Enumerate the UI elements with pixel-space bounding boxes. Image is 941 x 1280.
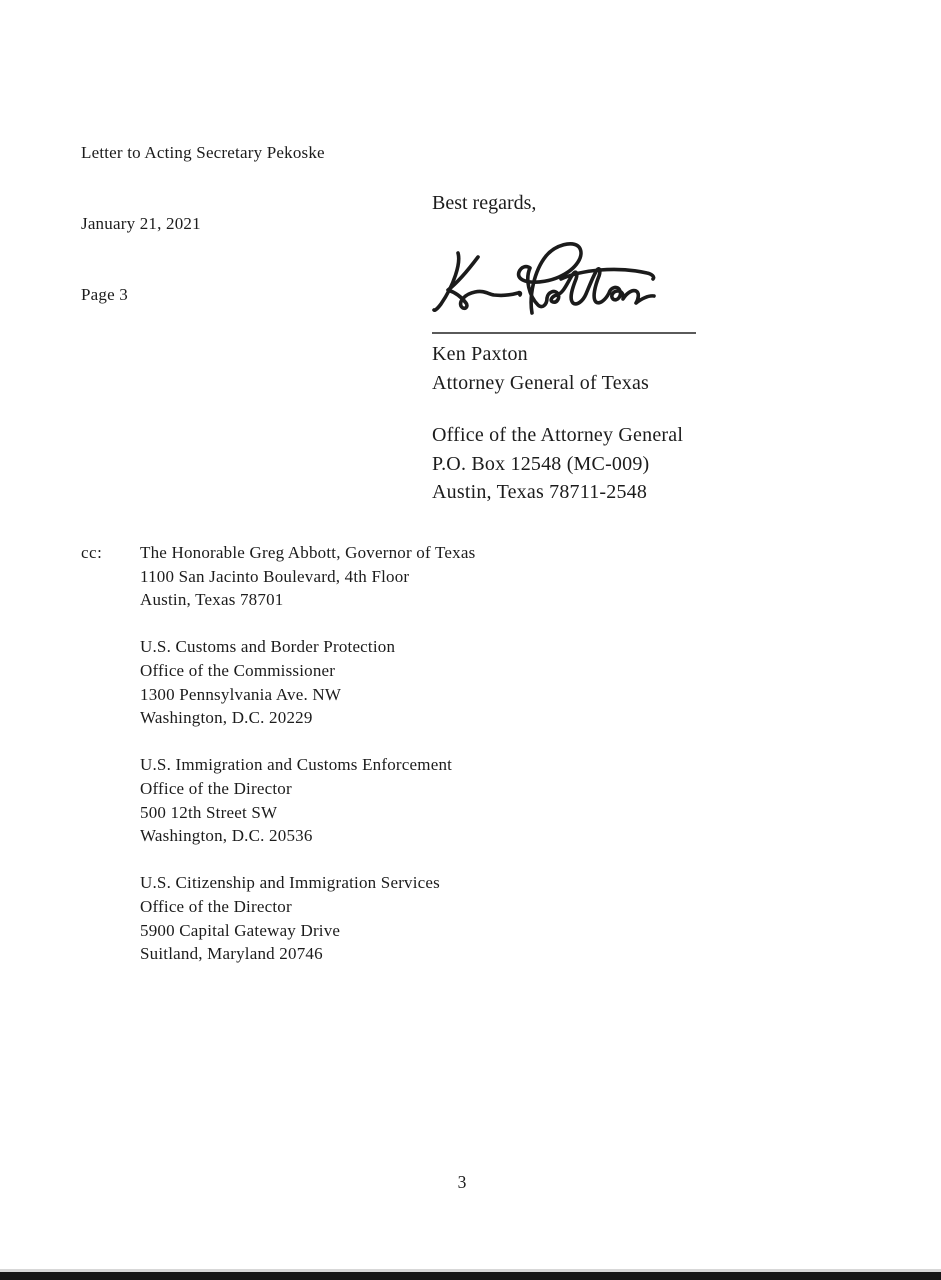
cc-line: U.S. Customs and Border Protection xyxy=(140,637,396,657)
cc-recipient-uscis xyxy=(140,871,475,965)
signature-line xyxy=(432,332,696,334)
header-date-line: January 21, 2021 xyxy=(81,213,201,233)
signer-title: Attorney General of Texas xyxy=(432,371,650,394)
page-number: 3 xyxy=(457,1172,467,1192)
cc-line: Office of the Director xyxy=(140,778,292,798)
signer-name: Ken Paxton xyxy=(432,343,528,365)
cc-line: 500 12th Street SW xyxy=(140,802,278,822)
closing-salutation: Best regards, xyxy=(432,192,537,214)
header-page-line: Page 3 xyxy=(81,284,128,304)
office-address-block xyxy=(432,421,683,507)
cc-line: 1100 San Jacinto Boulevard, 4th Floor xyxy=(140,566,410,586)
cc-line: Office of the Commissioner xyxy=(140,660,336,680)
cc-line: Austin, Texas 78701 xyxy=(140,590,284,610)
cc-line: U.S. Citizenship and Immigration Services xyxy=(140,873,440,893)
cc-line: The Honorable Greg Abbott, Governor of Texas xyxy=(140,543,476,562)
office-line: Austin, Texas 78711-2548 xyxy=(432,481,648,503)
letter-header xyxy=(81,94,325,354)
cc-recipient-governor xyxy=(140,541,475,612)
office-line: Office of the Attorney General xyxy=(432,424,684,446)
cc-line: Office of the Director xyxy=(140,896,292,916)
cc-line: 1300 Pennsylvania Ave. NW xyxy=(140,684,342,704)
cc-line: U.S. Immigration and Customs Enforcement xyxy=(140,755,453,775)
cc-line: 5900 Capital Gateway Drive xyxy=(140,920,341,940)
office-line: P.O. Box 12548 (MC-009) xyxy=(432,452,650,475)
cc-recipient-ice xyxy=(140,753,475,847)
cc-line: Suitland, Maryland 20746 xyxy=(140,944,323,964)
cc-recipient-cbp xyxy=(140,635,475,729)
signer-block xyxy=(432,340,649,397)
cc-label: cc: xyxy=(81,543,103,562)
viewer-bottom-bar xyxy=(0,1269,941,1280)
header-recipient-line: Letter to Acting Secretary Pekoske xyxy=(81,143,325,163)
signature-stroke-paxton xyxy=(519,244,654,313)
cc-recipient-list xyxy=(140,541,475,966)
cc-line: Washington, D.C. 20536 xyxy=(140,826,313,846)
cc-line: Washington, D.C. 20229 xyxy=(140,708,313,728)
ken-paxton-signature-icon xyxy=(428,241,678,325)
